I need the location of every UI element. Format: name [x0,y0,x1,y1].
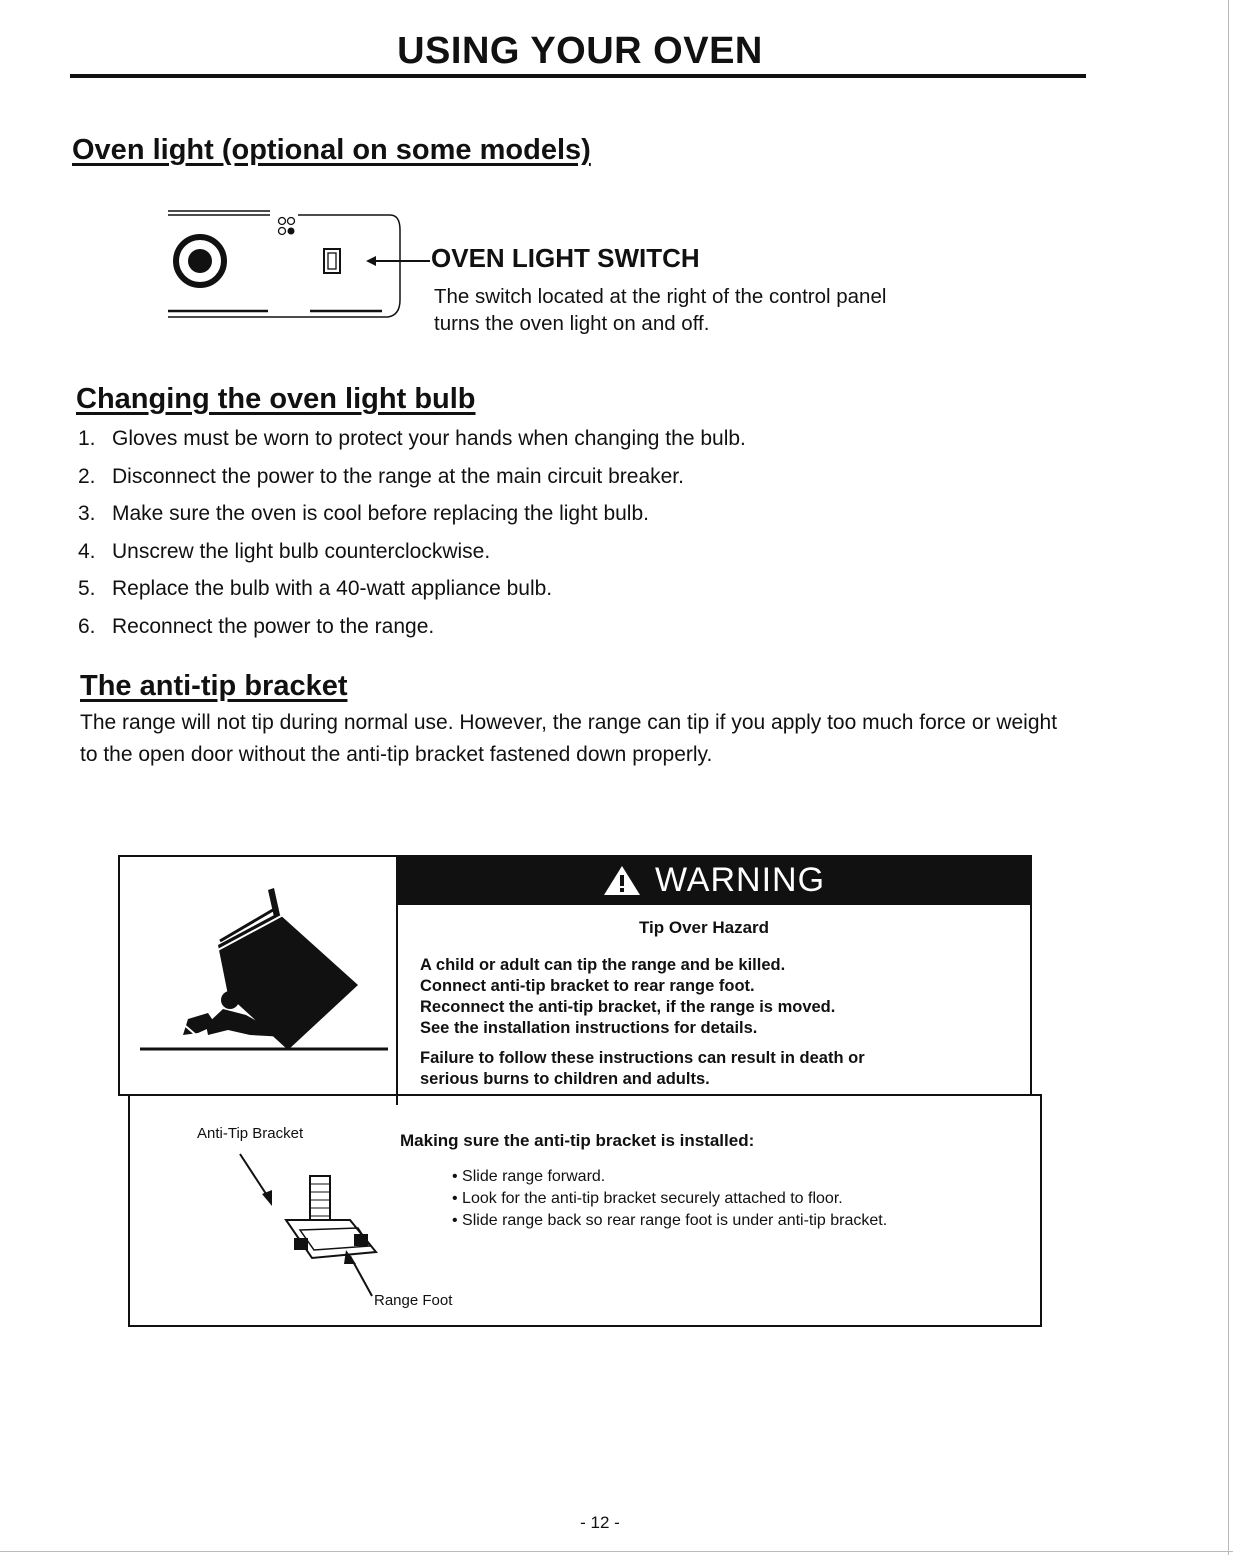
warning-line: Reconnect the anti-tip bracket, if the range is moved. [420,998,836,1016]
warning-line: See the installation instructions for details. [420,1019,758,1037]
making-sure-heading: Making sure the anti-tip bracket is installed: [400,1131,755,1150]
warning-line: Failure to follow these instructions can result in death or [420,1049,865,1067]
bulb-change-steps [78,420,746,645]
warning-subtitle: Tip Over Hazard [638,918,770,937]
warning-bar [396,855,1032,905]
list-item: • Look for the anti-tip bracket securely attached to floor. [452,1190,843,1207]
page-title: USING YOUR OVEN [397,30,763,72]
bulb-change-heading: Changing the oven light bulb [76,383,476,415]
bracket-illustration [230,1148,390,1308]
anti-tip-heading: The anti-tip bracket [80,670,348,702]
warning-line: Connect anti-tip bracket to rear range foot. [420,977,755,995]
scan-edge-bottom [0,1551,1233,1552]
anti-tip-paragraph: The range will not tip during normal use. However, the range can tip if you apply too much force or weight to the open door without the anti-tip bracket fastened down properly. [80,711,1058,766]
warning-triangle-icon [603,864,641,896]
tipping-range-illustration [138,885,390,1055]
control-panel-diagram [160,205,440,335]
step-item: 4. Unscrew the light bulb counterclockwise. [78,539,491,563]
warning-line: serious burns to children and adults. [420,1070,710,1088]
arrow-left-icon [366,256,376,266]
warning-label: WARNING [654,860,826,899]
range-foot-label: Range Foot [374,1292,453,1309]
step-item: 2. Disconnect the power to the range at the main circuit breaker. [78,464,684,488]
list-item: • Slide range back so rear range foot is under anti-tip bracket. [452,1212,888,1229]
oven-light-switch-description: The switch located at the right of the control panel turns the oven light on and off. [434,285,887,335]
step-item: 5. Replace the bulb with a 40-watt appliance bulb. [78,577,553,600]
title-rule [70,74,1086,78]
page-number: - 12 - [580,1513,620,1532]
warning-line: A child or adult can tip the range and be killed. [420,956,786,974]
scan-edge-right [1228,0,1229,1555]
oven-light-heading: Oven light (optional on some models) [72,134,591,166]
anti-tip-bracket-label: Anti-Tip Bracket [197,1125,304,1142]
step-item: 1. Gloves must be worn to protect your hands when changing the bulb. [78,427,746,450]
step-item: 3. Make sure the oven is cool before replacing the light bulb. [78,502,649,525]
warning-lines [420,955,865,1090]
step-item: 6. Reconnect the power to the range. [78,614,435,638]
list-item: • Slide range forward. [452,1168,606,1185]
install-check-list [452,1166,887,1232]
oven-light-switch-title: OVEN LIGHT SWITCH [431,243,700,273]
